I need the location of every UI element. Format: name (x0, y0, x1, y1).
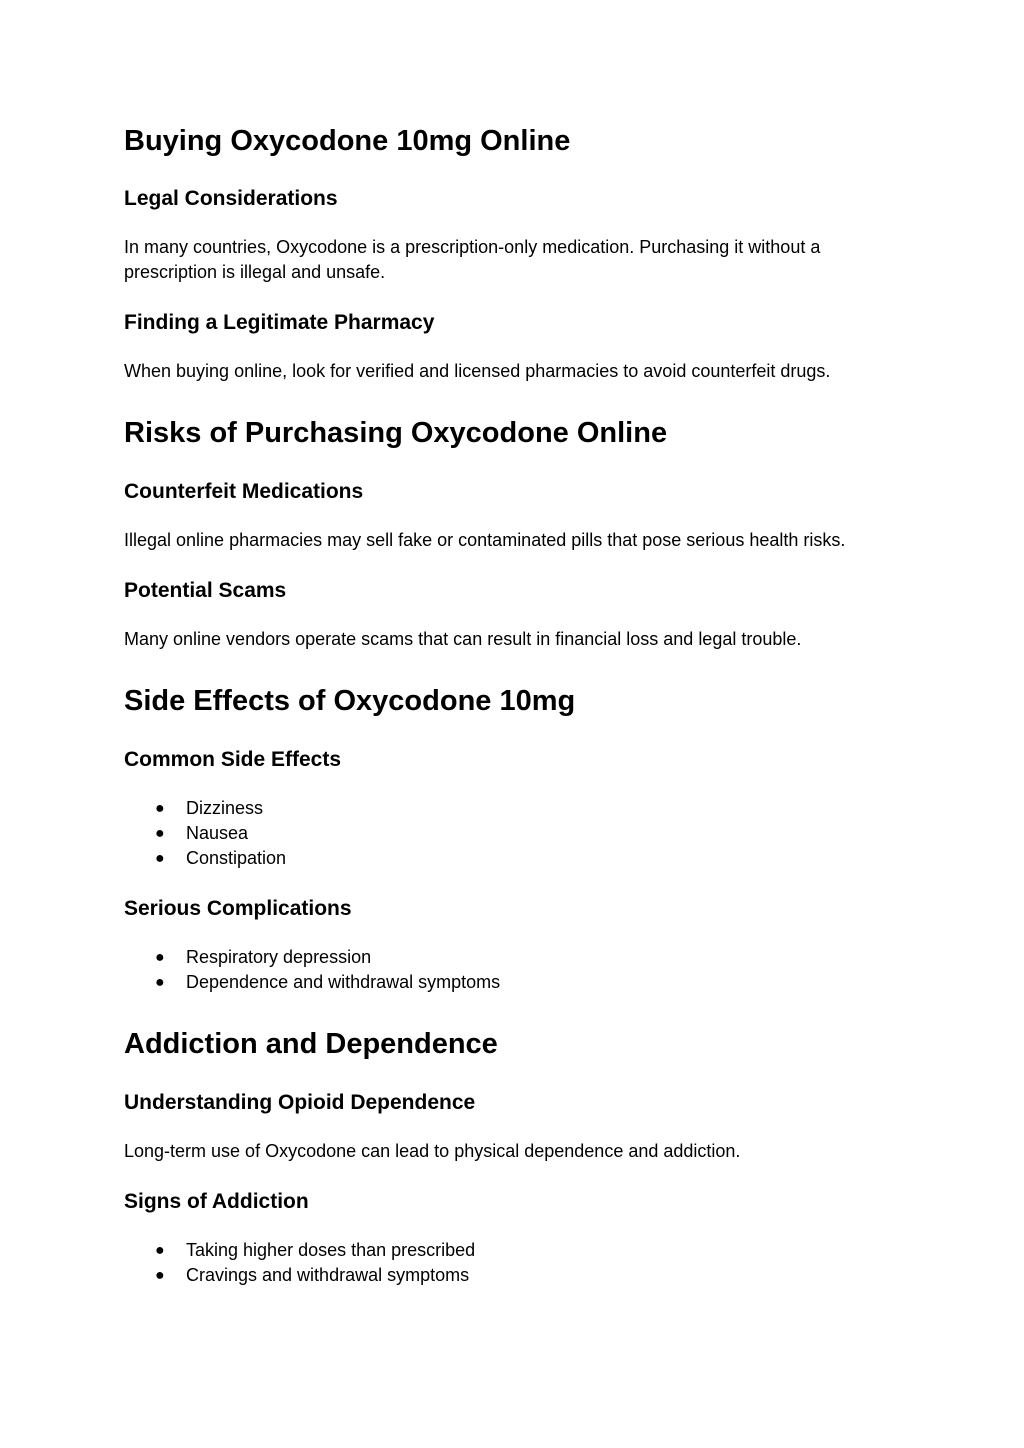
list-item-text: Nausea (186, 823, 249, 843)
bullet-icon: ● (155, 800, 165, 817)
list-item (124, 821, 286, 846)
list-item-text: Constipation (186, 848, 287, 868)
section-heading: Side Effects of Oxycodone 10mg (124, 685, 576, 717)
paragraph: In many countries, Oxycodone is a prescription-only medication. Purchasing it without a prescription is illegal and unsafe. (124, 237, 821, 282)
list-item-text: Respiratory depression (186, 947, 372, 967)
bullet-icon: ● (155, 850, 165, 867)
subsection-heading: Understanding Opioid Dependence (124, 1091, 476, 1114)
list-item-text: Taking higher doses than prescribed (186, 1240, 476, 1260)
subsection-heading: Common Side Effects (124, 748, 342, 771)
bullet-icon: ● (155, 1267, 165, 1284)
bullet-list (124, 945, 500, 995)
list-item (124, 1238, 475, 1263)
list-item (124, 796, 286, 821)
subsection-heading: Finding a Legitimate Pharmacy (124, 311, 435, 334)
paragraph: Long-term use of Oxycodone can lead to physical dependence and addiction. (124, 1141, 741, 1161)
paragraph: Illegal online pharmacies may sell fake or contaminated pills that pose serious health risks. (124, 530, 846, 550)
section-heading: Risks of Purchasing Oxycodone Online (124, 417, 668, 449)
subsection-heading: Signs of Addiction (124, 1190, 309, 1213)
section-heading: Addiction and Dependence (124, 1028, 498, 1060)
list-item (124, 846, 286, 871)
subsection-heading: Serious Complications (124, 897, 352, 920)
subsection-heading: Counterfeit Medications (124, 480, 364, 503)
list-item (124, 1263, 475, 1288)
list-item (124, 945, 500, 970)
list-item-text: Cravings and withdrawal symptoms (186, 1265, 470, 1285)
bullet-list (124, 1238, 475, 1288)
bullet-icon: ● (155, 949, 165, 966)
bullet-icon: ● (155, 974, 165, 991)
subsection-heading: Potential Scams (124, 579, 287, 602)
paragraph: When buying online, look for verified and licensed pharmacies to avoid counterfeit drugs. (124, 361, 831, 381)
section-heading: Buying Oxycodone 10mg Online (124, 125, 571, 157)
bullet-icon: ● (155, 1242, 165, 1259)
bullet-icon: ● (155, 825, 165, 842)
subsection-heading: Legal Considerations (124, 187, 338, 210)
list-item-text: Dizziness (186, 798, 264, 818)
paragraph: Many online vendors operate scams that can result in financial loss and legal trouble. (124, 629, 802, 649)
list-item-text: Dependence and withdrawal symptoms (186, 972, 501, 992)
bullet-list (124, 796, 286, 871)
list-item (124, 970, 500, 995)
